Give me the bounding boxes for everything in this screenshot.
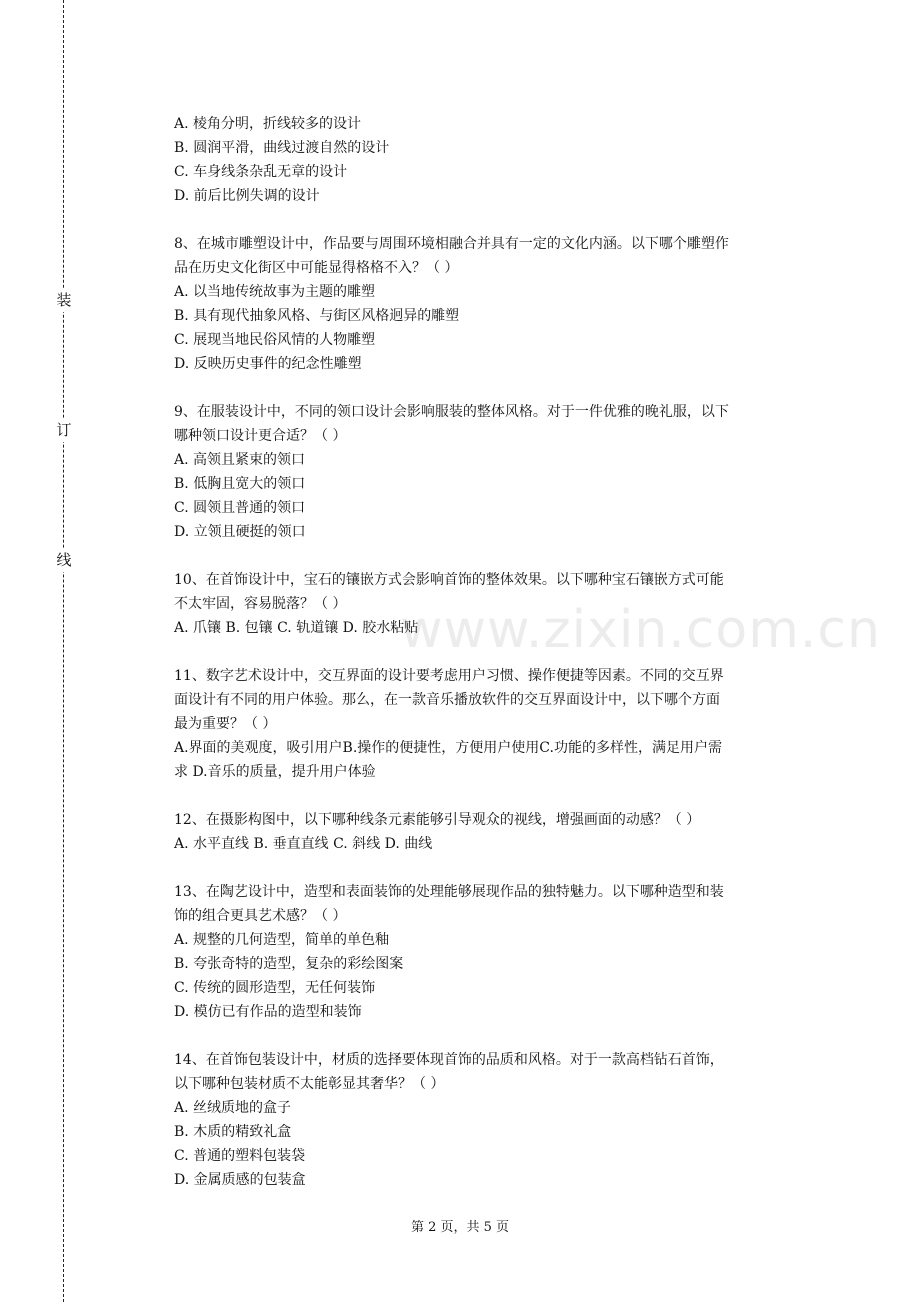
option-line: A. 高领且紧束的领口 (174, 452, 306, 468)
option-line: C. 展现当地民俗风情的人物雕塑 (174, 332, 376, 348)
question-stem-line: 14、在首饰包装设计中，材质的选择要体现首饰的品质和风格。对于一款高档钻石首饰， (174, 1052, 724, 1068)
question-stem-line: 饰的组合更具艺术感？（ ） (174, 908, 347, 924)
question-list (174, 112, 814, 1192)
option-line: A. 棱角分明，折线较多的设计 (174, 116, 362, 132)
question-stem-line: 最为重要？（ ） (174, 716, 277, 732)
option-line: B. 低胸且宽大的领口 (174, 476, 306, 492)
option-line: B. 圆润平滑，曲线过渡自然的设计 (174, 140, 390, 156)
option-line: A. 爪镶 B. 包镶 C. 轨道镶 D. 胶水粘贴 (174, 620, 419, 636)
question-9 (174, 400, 814, 544)
option-line: A. 以当地传统故事为主题的雕塑 (174, 284, 376, 300)
option-line: D. 立领且硬挺的领口 (174, 524, 306, 540)
option-line: A. 水平直线 B. 垂直直线 C. 斜线 D. 曲线 (174, 836, 433, 852)
option-line: A.界面的美观度，吸引用户B.操作的便捷性，方便用户使用C.功能的多样性，满足用户需 (174, 740, 722, 756)
option-line: C. 普通的塑料包装袋 (174, 1148, 306, 1164)
option-line: C. 传统的圆形造型，无任何装饰 (174, 980, 376, 996)
question-stem-line: 13、在陶艺设计中，造型和表面装饰的处理能够展现作品的独特魅力。以下哪种造型和装 (174, 884, 724, 900)
binding-dashed-line (63, 0, 64, 1302)
question-stem-line: 9、在服装设计中，不同的领口设计会影响服装的整体风格。对于一件优雅的晚礼服，以下 (174, 404, 729, 420)
option-line: D. 前后比例失调的设计 (174, 188, 320, 204)
page-number-footer: 第 2 页，共 5 页 (410, 1220, 510, 1235)
option-line: 求 D.音乐的质量，提升用户体验 (174, 764, 376, 780)
question-stem-line: 11、数字艺术设计中，交互界面的设计要考虑用户习惯、操作便捷等因素。不同的交互界 (174, 668, 724, 684)
option-line: B. 夸张奇特的造型，复杂的彩绘图案 (174, 956, 404, 972)
question-stem-line: 不太牢固，容易脱落？（ ） (174, 596, 347, 612)
question-12 (174, 808, 814, 856)
question-stem-line: 以下哪种包装材质不太能彰显其奢华？（ ） (174, 1076, 445, 1092)
option-line: B. 具有现代抽象风格、与街区风格迥异的雕塑 (174, 308, 460, 324)
option-line: D. 反映历史事件的纪念性雕塑 (174, 356, 362, 372)
binding-char-ding: 订 (52, 418, 76, 442)
question-stem-line: 8、在城市雕塑设计中，作品要与周围环境相融合并具有一定的文化内涵。以下哪个雕塑作 (174, 236, 729, 252)
question-stem-line: 12、在摄影构图中，以下哪种线条元素能够引导观众的视线，增强画面的动感？（ ） (174, 812, 701, 828)
watermark: www.zixin.com.cn (400, 600, 881, 660)
question-10 (174, 568, 814, 640)
question-7-options (174, 112, 814, 208)
question-stem-line: 10、在首饰设计中，宝石的镶嵌方式会影响首饰的整体效果。以下哪种宝石镶嵌方式可能 (174, 572, 724, 588)
question-stem-line: 哪种领口设计更合适？（ ） (174, 428, 347, 444)
option-line: B. 木质的精致礼盒 (174, 1124, 292, 1140)
question-11 (174, 664, 814, 784)
question-13 (174, 880, 814, 1024)
binding-char-zhuang: 装 (52, 288, 76, 312)
option-line: D. 金属质感的包装盒 (174, 1172, 306, 1188)
question-stem-line: 面设计有不同的用户体验。那么，在一款音乐播放软件的交互界面设计中，以下哪个方面 (174, 692, 720, 708)
option-line: C. 圆领且普通的领口 (174, 500, 306, 516)
question-stem-line: 品在历史文化街区中可能显得格格不入？（ ） (174, 260, 459, 276)
binding-char-xian: 线 (52, 548, 76, 572)
option-line: D. 模仿已有作品的造型和装饰 (174, 1004, 362, 1020)
option-line: A. 规整的几何造型，简单的单色釉 (174, 932, 390, 948)
option-line: C. 车身线条杂乱无章的设计 (174, 164, 348, 180)
question-8 (174, 232, 814, 376)
question-14 (174, 1048, 814, 1192)
option-line: A. 丝绒质地的盒子 (174, 1100, 292, 1116)
